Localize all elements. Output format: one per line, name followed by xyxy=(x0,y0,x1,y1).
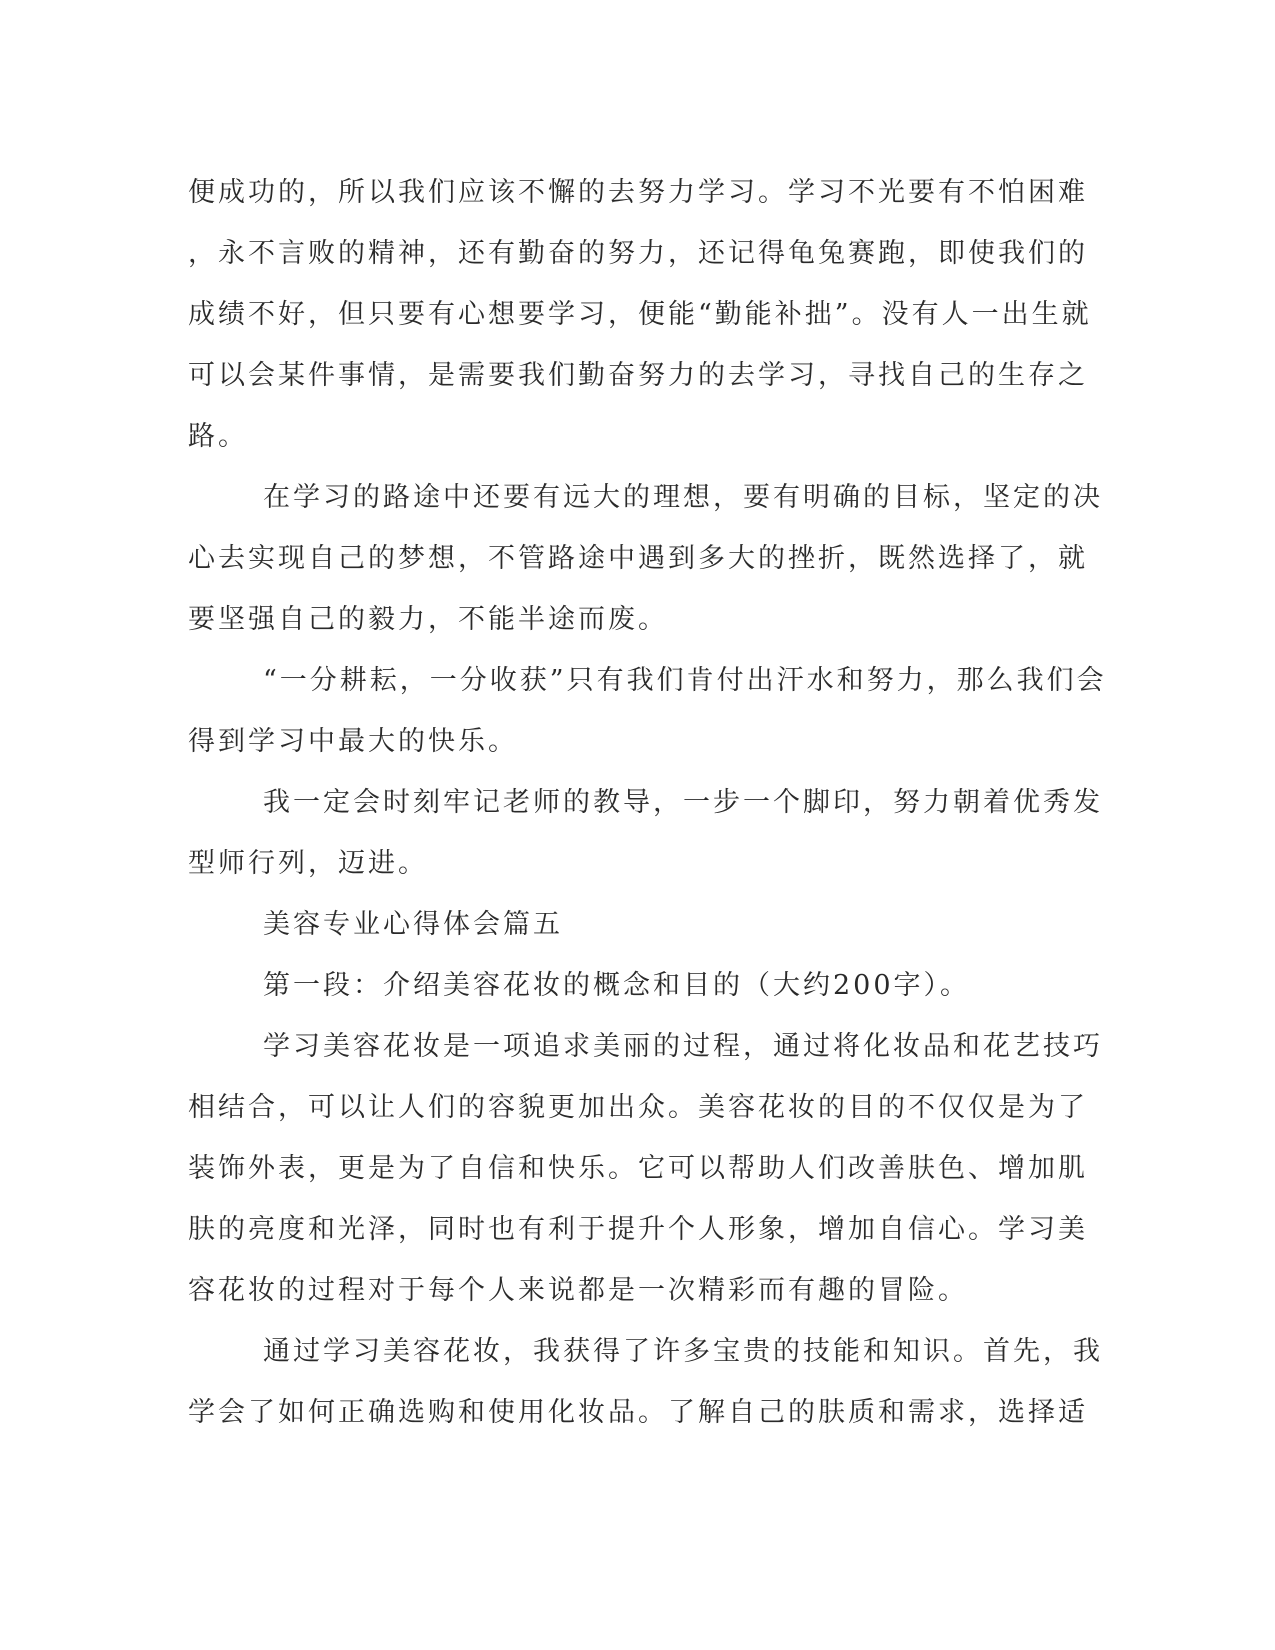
text-line: 在学习的路途中还要有远大的理想，要有明确的目标，坚定的决 xyxy=(263,482,1103,513)
text-line: 学习美容花妆是一项追求美丽的过程，通过将化妆品和花艺技巧 xyxy=(263,1031,1103,1062)
text-line: ，永不言败的精神，还有勤奋的努力，还记得龟兔赛跑，即使我们的 xyxy=(188,238,1088,269)
text-line: 学会了如何正确选购和使用化妆品。了解自己的肤质和需求，选择适 xyxy=(188,1397,1088,1428)
text-line: 路。 xyxy=(188,421,248,452)
text-line: 得到学习中最大的快乐。 xyxy=(188,726,518,757)
text-line: 通过学习美容花妆，我获得了许多宝贵的技能和知识。首先，我 xyxy=(263,1336,1103,1367)
text-line: 心去实现自己的梦想，不管路途中遇到多大的挫折，既然选择了，就 xyxy=(188,543,1088,574)
text-line: 成绩不好，但只要有心想要学习，便能“勤能补拙”。没有人一出生就 xyxy=(188,299,1092,330)
document-body xyxy=(188,162,1107,1443)
text-line: 便成功的，所以我们应该不懈的去努力学习。学习不光要有不怕困难 xyxy=(188,177,1088,208)
text-line: 型师行列，迈进。 xyxy=(188,848,428,879)
subsection-heading: 第一段：介绍美容花妆的概念和目的（大约200字）。 xyxy=(263,970,971,1001)
text-line: 可以会某件事情，是需要我们勤奋努力的去学习，寻找自己的生存之 xyxy=(188,360,1088,391)
section-heading: 美容专业心得体会篇五 xyxy=(263,909,563,940)
text-line: “一分耕耘，一分收获”只有我们肯付出汗水和努力，那么我们会 xyxy=(263,665,1107,696)
text-line: 我一定会时刻牢记老师的教导，一步一个脚印，努力朝着优秀发 xyxy=(263,787,1103,818)
text-line: 容花妆的过程对于每个人来说都是一次精彩而有趣的冒险。 xyxy=(188,1275,968,1306)
text-line: 相结合，可以让人们的容貌更加出众。美容花妆的目的不仅仅是为了 xyxy=(188,1092,1088,1123)
text-line: 要坚强自己的毅力，不能半途而废。 xyxy=(188,604,668,635)
text-line: 装饰外表，更是为了自信和快乐。它可以帮助人们改善肤色、增加肌 xyxy=(188,1153,1088,1184)
text-line: 肤的亮度和光泽，同时也有利于提升个人形象，增加自信心。学习美 xyxy=(188,1214,1088,1245)
